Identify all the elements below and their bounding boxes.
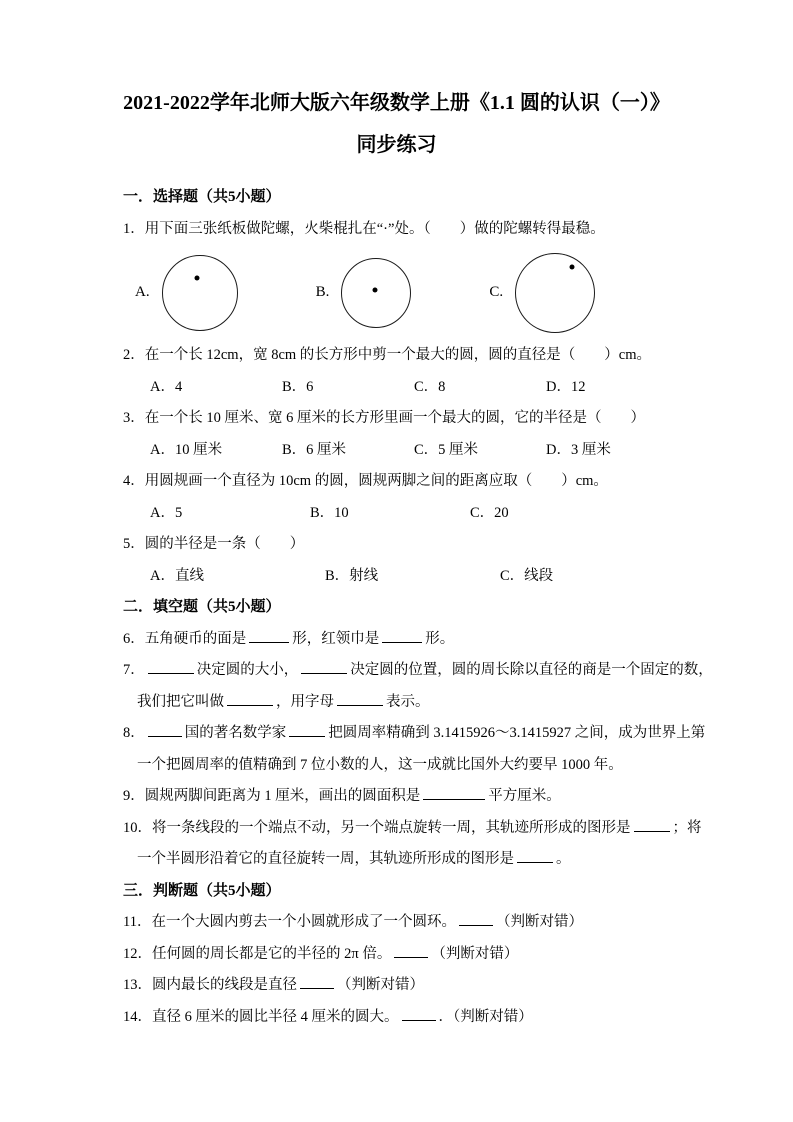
- answer-blank: [148, 658, 194, 674]
- answer-blank: [402, 1005, 436, 1021]
- section-heading: 二．填空题（共5小题）: [123, 599, 281, 615]
- question-line: [123, 403, 676, 435]
- question-text: 10．将一条线段的一个端点不动，另一个端点旋转一周，其轨迹所形成的图形是: [123, 819, 631, 836]
- question-text: 形，红领巾是: [292, 630, 380, 647]
- option-item: A．4: [150, 378, 183, 395]
- spinner-option: [489, 253, 595, 333]
- spinner-option: [135, 255, 238, 331]
- answer-blank: [459, 910, 493, 926]
- question-line: [123, 655, 713, 687]
- option-item: A．5: [150, 504, 183, 521]
- question-line: [123, 466, 676, 498]
- question-text: 4．用圆规画一个直径为 10cm 的圆，圆规两脚之间的距离应取（ ）cm。: [123, 473, 608, 489]
- center-dot: [195, 276, 200, 281]
- answer-blank: [301, 658, 347, 674]
- question-text: 形。: [425, 630, 455, 647]
- question-text: 13．圆内最长的线段是直径: [123, 977, 297, 993]
- question-line: [123, 340, 676, 372]
- question-line: [123, 214, 676, 246]
- answer-blank: [249, 627, 289, 643]
- question-text: 3．在一个长 10 厘米、宽 6 厘米的长方形里画一个最大的圆，它的半径是（ ）: [123, 410, 645, 426]
- option-item: C．20: [470, 504, 509, 521]
- figure-label: C.: [489, 283, 504, 300]
- circle-shape: [162, 255, 238, 331]
- worksheet-body: [123, 182, 713, 1033]
- question-text: 表示。: [386, 693, 430, 710]
- question-line: [123, 813, 702, 845]
- question-text: （判断对错）: [337, 977, 424, 993]
- options-row: [123, 372, 676, 404]
- question-line: [123, 939, 676, 971]
- title-line-1: 2021-2022学年北师大版六年级数学上册《1.1 圆的认识（一）》: [123, 92, 670, 114]
- title-line-2: 同步练习: [356, 134, 437, 156]
- question-text: 把圆周率精确到 3.1415926～3.1415927 之间，成为世界上第: [328, 725, 706, 741]
- option-item: B．10: [310, 504, 349, 521]
- question-line: [123, 1002, 676, 1034]
- answer-blank: [289, 721, 325, 737]
- section-heading: 一．选择题（共5小题）: [123, 189, 281, 205]
- page-title: [0, 0, 793, 160]
- question-text: （判断对错）: [495, 914, 583, 930]
- question-line: [123, 529, 676, 561]
- question-text: 决定圆的大小，: [196, 662, 299, 678]
- question-text: 1．用下面三张纸板做陀螺，火柴棍扎在“·”处。（ ）做的陀螺转得最稳。: [123, 220, 605, 237]
- circle-shape: [515, 253, 595, 333]
- question-text: 一个把圆周率的值精确到 7 位小数的人，这一成就比国外大约要早 1000 年。: [137, 756, 623, 773]
- question-text: 我们把它叫做: [137, 693, 224, 710]
- option-item: D．3 厘米: [546, 441, 611, 458]
- option-item: D．12: [546, 378, 586, 395]
- answer-blank: [148, 721, 182, 737]
- options-row: [123, 435, 676, 467]
- question-text: 。: [556, 851, 571, 867]
- option-item: C．5 厘米: [414, 441, 479, 458]
- option-item: B．6 厘米: [282, 441, 347, 458]
- option-item: B．6: [282, 378, 314, 395]
- question-text: 11．在一个大圆内剪去一个小圆就形成了一个圆环。: [123, 914, 456, 930]
- question-text: 5．圆的半径是一条（ ）: [123, 536, 305, 552]
- options-row: [123, 498, 676, 530]
- question-line: [123, 718, 706, 750]
- option-item: B．射线: [325, 567, 379, 584]
- question-line: [123, 844, 676, 876]
- question-text: 6．五角硬币的面是: [123, 630, 247, 647]
- option-item: A．10 厘米: [150, 441, 223, 458]
- answer-blank: [423, 784, 485, 800]
- question-text: 平方厘米。: [488, 788, 561, 804]
- center-dot: [372, 288, 377, 293]
- question-text: ；将: [672, 819, 702, 836]
- option-item: C．8: [414, 378, 446, 395]
- answer-blank: [382, 627, 422, 643]
- center-dot: [569, 264, 574, 269]
- question-text: 14．直径 6 厘米的圆比半径 4 厘米的圆大。: [123, 1008, 399, 1025]
- question-text: 7．: [123, 662, 145, 678]
- option-item: C．线段: [500, 567, 554, 584]
- question-text: 国的著名数学家: [184, 725, 287, 741]
- question-line: [123, 750, 676, 782]
- question-text: （判断对错）: [431, 945, 519, 962]
- question-line: [123, 907, 676, 939]
- answer-blank: [394, 942, 428, 958]
- answer-blank: [227, 690, 273, 706]
- question-text: 一个半圆形沿着它的直径旋转一周，其轨迹所形成的图形是: [137, 851, 514, 867]
- question-line: [123, 970, 676, 1002]
- options-row: [123, 561, 676, 593]
- circle-shape: [341, 258, 411, 328]
- section-heading: 三．判断题（共5小题）: [123, 882, 281, 899]
- question-line: [123, 687, 676, 719]
- answer-blank: [634, 816, 670, 832]
- question-text: 8．: [123, 725, 145, 741]
- question-text: 9．圆规两脚间距离为 1 厘米，画出的圆面积是: [123, 788, 421, 804]
- question-text: 12．任何圆的周长都是它的半径的 2π 倍。: [123, 945, 392, 962]
- answer-blank: [517, 847, 553, 863]
- spinner-figure: [123, 245, 676, 340]
- answer-blank: [337, 690, 383, 706]
- answer-blank: [300, 973, 334, 989]
- question-text: ．（判断对错）: [438, 1008, 533, 1025]
- figure-label: B.: [315, 283, 330, 300]
- spinner-option: [316, 258, 412, 328]
- question-text: ，用字母: [276, 693, 334, 710]
- question-text: 2．在一个长 12cm，宽 8cm 的长方形中剪一个最大的圆，圆的直径是（ ）cm。: [123, 347, 652, 363]
- question-line: [123, 624, 676, 656]
- figure-label: A.: [135, 283, 150, 300]
- question-line: [123, 781, 676, 813]
- option-item: A．直线: [150, 567, 204, 584]
- question-text: 决定圆的位置，圆的周长除以直径的商是一个固定的数，: [350, 662, 713, 678]
